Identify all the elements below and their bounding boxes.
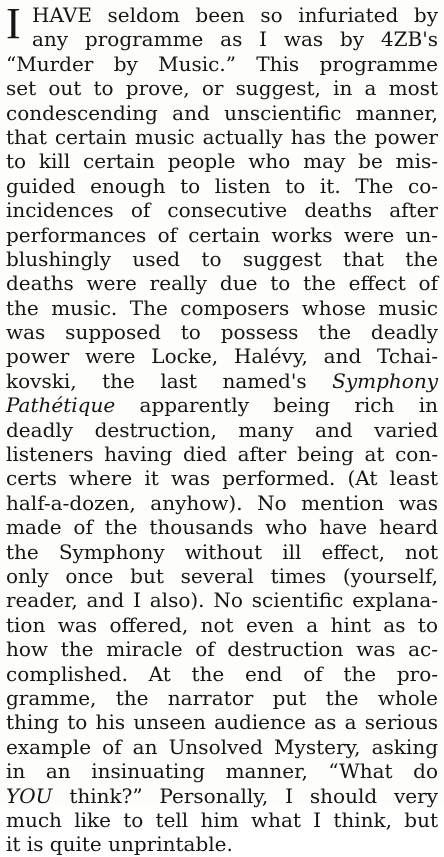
text-line: [6, 808, 438, 832]
text-line: [6, 125, 438, 149]
letter-body: [6, 0, 438, 857]
text-line: [6, 832, 438, 856]
text-line: [6, 491, 438, 515]
drop-cap: I: [6, 0, 21, 48]
line-text: how the miracle of destruction was ac-: [6, 637, 438, 662]
text-line: [6, 149, 438, 173]
line-text: deadly destruction, many and varied: [6, 417, 438, 442]
text-line: [6, 637, 438, 661]
line-text: the music. The composers whose music: [6, 295, 438, 320]
text-line: [6, 271, 438, 295]
line-text: in an insinuating manner, “What do: [6, 759, 438, 784]
text-line: [6, 393, 438, 417]
line-text: certs where it was performed. (At least: [6, 466, 438, 491]
line-text: tion was offered, not even a hint as to: [6, 612, 438, 637]
text-line: [6, 320, 438, 344]
line-text: incidences of consecutive deaths after: [6, 198, 438, 223]
text-line: [6, 76, 438, 100]
line-text: reader, and I also). No scientific explana-: [6, 588, 438, 613]
text-line: [6, 759, 438, 783]
line-text: was supposed to possess the deadly: [6, 320, 438, 345]
line-text: gramme, the narrator put the whole: [6, 685, 438, 710]
text-line: [6, 540, 438, 564]
line-text: much like to tell him what I think, but: [6, 807, 438, 832]
text-line: [6, 564, 438, 588]
text-line: [6, 515, 438, 539]
line-text: HAVE seldom been so infuriated by: [32, 3, 438, 27]
text-line: [6, 52, 438, 76]
line-text: kovski, the last named's: [6, 368, 333, 393]
line-text: any programme as I was by 4ZB's: [32, 27, 438, 52]
text-line: [6, 784, 438, 808]
line-text: complished. At the end of the pro-: [6, 661, 438, 686]
italic-phrase: Symphony: [332, 368, 438, 393]
text-line: [6, 198, 438, 222]
text-line: [6, 588, 438, 612]
text-line: [6, 296, 438, 320]
text-line: [6, 369, 438, 393]
line-text: “Murder by Music.” This programme: [6, 51, 438, 76]
text-line: [6, 101, 438, 125]
line-text: condescending and unscientific manner,: [6, 100, 438, 125]
line-text: set out to prove, or suggest, in a most: [6, 76, 438, 101]
line-text: that certain music actually has the power: [6, 124, 438, 149]
text-line: [6, 686, 438, 710]
line-text: thing to his unseen audience as a serious: [6, 710, 438, 735]
line-text: the Symphony without ill effect, not: [6, 539, 438, 564]
line-text: guided enough to listen to it. The co-: [6, 173, 438, 198]
text-line: [6, 442, 438, 466]
line-text: it is quite unprintable.: [6, 832, 233, 857]
line-text: only once but several times (yourself,: [6, 563, 438, 588]
text-line: [6, 3, 438, 27]
text-line: [6, 247, 438, 271]
text-line: [6, 418, 438, 442]
line-text: power were Locke, Halévy, and Tchai-: [6, 344, 438, 369]
text-line: [6, 174, 438, 198]
italic-phrase: Pathétique: [6, 393, 116, 418]
text-line: [6, 613, 438, 637]
text-line: [6, 662, 438, 686]
line-text: performances of certain works were un-: [6, 222, 438, 247]
text-line: [6, 223, 438, 247]
line-text: think?” Personally, I should very: [52, 783, 438, 808]
line-text: example of an Unsolved Mystery, asking: [6, 734, 438, 759]
text-line: [6, 466, 438, 490]
line-text: blushingly used to suggest that the: [6, 246, 438, 271]
line-text: to kill certain people who may be mis-: [6, 149, 438, 174]
line-text: made of the thousands who have heard: [6, 515, 438, 540]
text-line: [6, 735, 438, 759]
text-line: [6, 344, 438, 368]
line-text: apparently being rich in: [115, 393, 438, 418]
text-line: [6, 27, 438, 51]
line-text: half-a-dozen, anyhow). No mention was: [6, 490, 438, 515]
text-line: [6, 710, 438, 734]
line-text: listeners having died after being at con-: [6, 442, 438, 467]
italic-phrase: YOU: [6, 783, 53, 808]
line-text: deaths were really due to the effect of: [6, 271, 438, 296]
